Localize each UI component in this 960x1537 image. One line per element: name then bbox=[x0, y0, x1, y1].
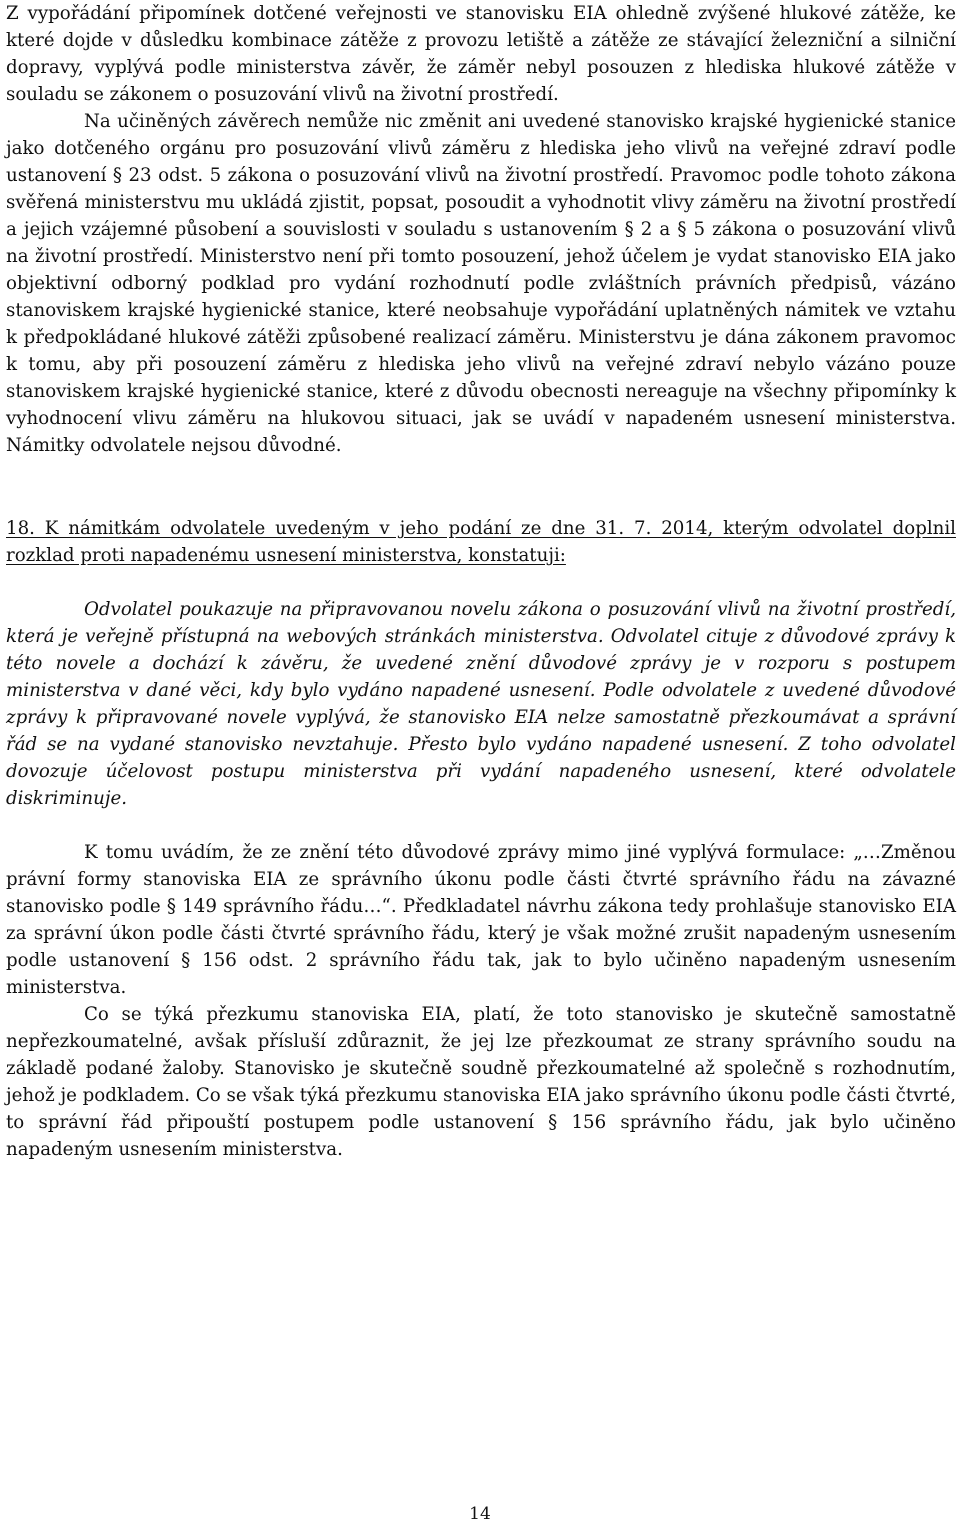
page-number: 14 bbox=[469, 1504, 491, 1524]
paragraph-4: Co se týká přezkumu stanoviska EIA, platí, že toto stanovisko je skutečně samostatně nepřezkoumatelné, avšak přísluší zdůraznit, že jej lze přezkoumat ze strany správního soudu na základě podané žaloby. Stanovisko je skutečně soudně přezkoumatelné až společně s rozhodnutím, jehož je podkladem. Co se však týká přezkumu stanoviska EIA jako správního úkonu podle části čtvrté, to správní řád připouští postupem podle ustanovení § 156 správního řádu, jak bylo učiněno napadeným usnesením ministerstva. bbox=[6, 1004, 956, 1160]
quoted-objection: Odvolatel poukazuje na připravovanou novelu zákona o posuzování vlivů na životní prostředí, která je veřejně přístupná na webových stránkách ministerstva. Odvolatel cituje z důvodové zprávy k této novele a dochází k závěru, že uvedené znění důvodové zprávy je v rozporu s postupem ministerstva v dané věci, kdy bylo vydáno napadené usnesení. Podle odvolatele z uvedené důvodové zprávy k připravované novele vyplývá, že stanovisko EIA nelze samostatně přezkoumávat a správní řád se na vydané stanovisko nevztahuje. Přesto bylo vydáno napadené usnesení. Z toho odvolatel dovozuje účelovost postupu ministerstva při vydání napadeného usnesení, které odvolatele diskriminuje. bbox=[6, 599, 956, 809]
section-heading-text: 18. K námitkám odvolatele uvedeným v jeho podání ze dne 31. 7. 2014, kterým odvolatel doplnil rozklad proti napadenému usnesení ministerstva, konstatuji: bbox=[6, 518, 956, 566]
section-heading bbox=[6, 515, 956, 569]
paragraph-2: Na učiněných závěrech nemůže nic změnit ani uvedené stanovisko krajské hygienické stanice jako dotčeného orgánu pro posuzování vlivů záměru z hlediska jeho vlivů na veřejné zdraví podle ustanovení § 23 odst. 5 zákona o posuzování vlivů na životní prostředí. Pravomoc podle tohoto zákona svěřená ministerstvu mu ukládá zjistit, popsat, posoudit a vyhodnotit vlivy záměru na životní prostředí a jejich vzájemné působení a souvislosti v souladu s ustanovením § 2 a § 5 zákona o posuzování vlivů na životní prostředí. Ministerstvo není při tomto posouzení, jehož účelem je vydat stanovisko EIA jako objektivní odborný podklad pro vydání rozhodnutí podle zvláštních právních předpisů, vázáno stanoviskem krajské hygienické stanice, které neobsahuje vypořádání uplatněných námitek ve vztahu k předpokládané hlukové zátěži způsobené realizací záměru. Ministerstvu je dána zákonem pravomoc k tomu, aby při posouzení záměru z hlediska jeho vlivů na veřejné zdraví nebylo vázáno pouze stanoviskem krajské hygienické stanice, které z důvodu obecnosti nereaguje na všechny připomínky k vyhodnocení vlivu záměru na hlukovou situaci, jak se uvádí v napadeném usnesení ministerstva. Námitky odvolatele nejsou důvodné. bbox=[6, 111, 956, 456]
paragraph-1: Z vypořádání připomínek dotčené veřejnosti ve stanovisku EIA ohledně zvýšené hlukové zátěže, ke které dojde v důsledku kombinace zátěže z provozu letiště a zátěže ze stávající železniční a silniční dopravy, vyplývá podle ministerstva závěr, že záměr nebyl posouzen z hlediska hlukové zátěže v souladu se zákonem o posuzování vlivů na životní prostředí. bbox=[6, 3, 956, 105]
paragraph-3: K tomu uvádím, že ze znění této důvodové zprávy mimo jiné vyplývá formulace: „…Změnou právní formy stanoviska EIA ze správního úkonu podle části čtvrté správního řádu na závazné stanovisko podle § 149 správního řádu…“. Předkladatel návrhu zákona tedy prohlašuje stanovisko EIA za správní úkon podle části čtvrté správního řádu, který je však možné zrušit napadeným usnesením podle ustanovení § 156 odst. 2 správního řádu tak, jak to bylo učiněno napadeným usnesením ministerstva. bbox=[6, 842, 956, 998]
section-18 bbox=[6, 515, 956, 1163]
document-page bbox=[6, 0, 956, 1163]
